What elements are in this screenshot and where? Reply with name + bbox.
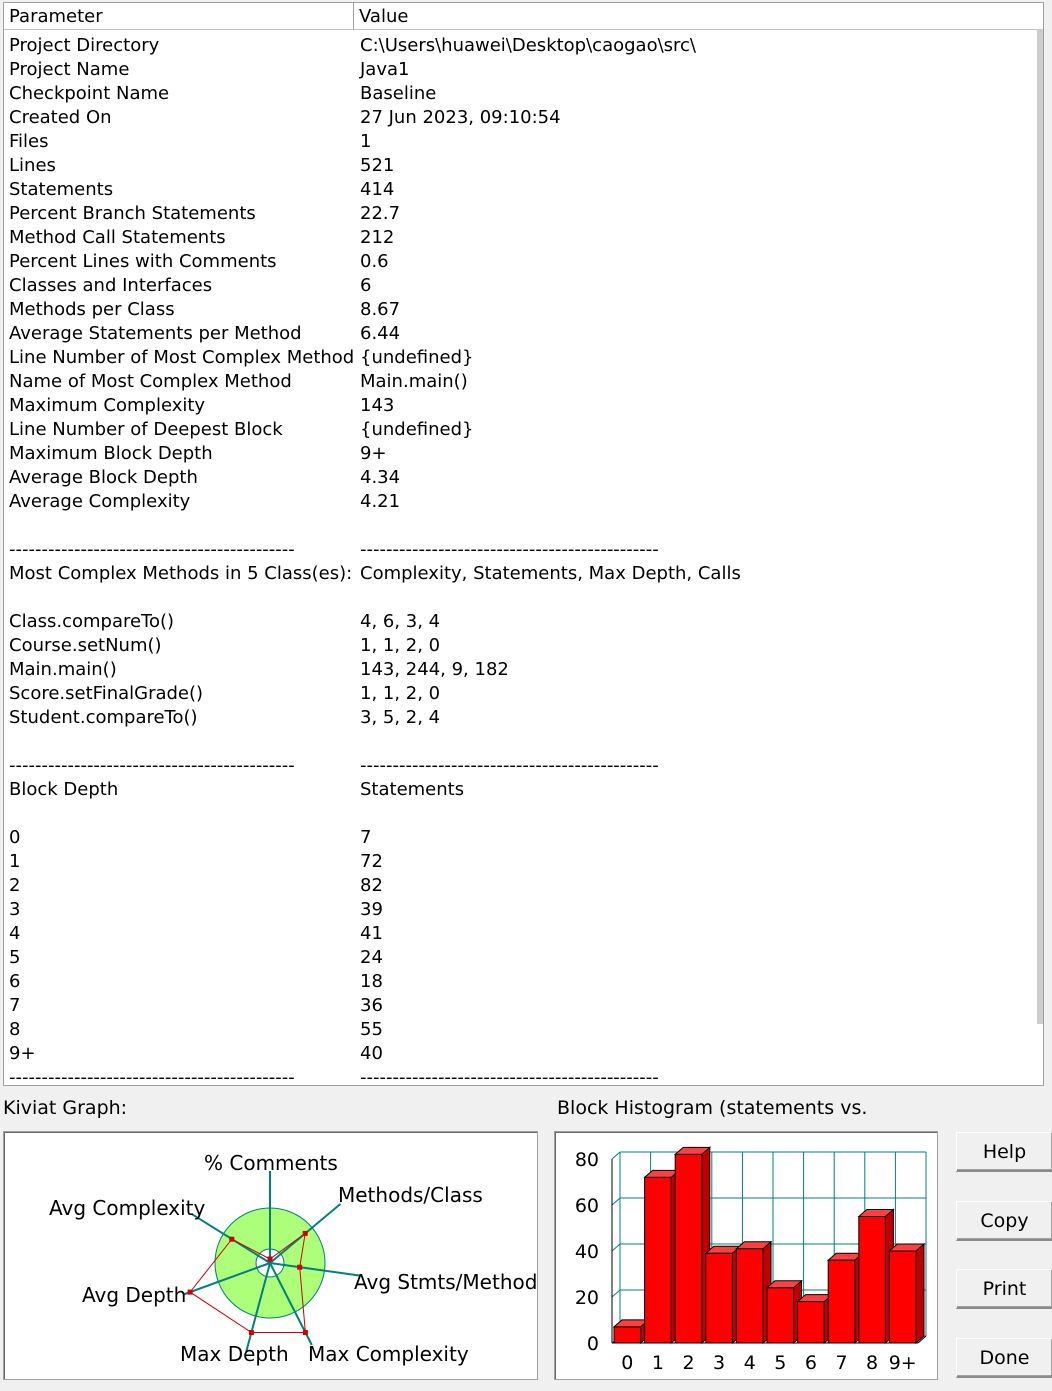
parameter-cell: Line Number of Most Complex Method: [9, 347, 354, 368]
value-cell: 521: [360, 155, 395, 176]
value-cell: [354, 514, 1043, 538]
kiviat-axis-label: Avg Depth: [82, 1283, 187, 1307]
value-cell: Complexity, Statements, Max Depth, Calls: [360, 563, 741, 584]
value-cell: Statements: [360, 779, 465, 800]
value-cell: 41: [360, 923, 383, 944]
table-row[interactable]: [4, 898, 1043, 922]
table-row[interactable]: [4, 850, 1043, 874]
done-button[interactable]: Done: [956, 1338, 1052, 1378]
parameter-cell: Maximum Block Depth: [9, 443, 213, 464]
kiviat-point: [249, 1330, 254, 1335]
parameter-cell: Course.setNum(): [9, 635, 162, 656]
parameter-cell: 3: [9, 899, 21, 920]
vertical-scrollbar[interactable]: [1037, 29, 1044, 1024]
parameter-cell: --------------------------------------------: [9, 539, 295, 560]
parameter-cell: Maximum Complexity: [9, 395, 206, 416]
value-cell: 4, 6, 3, 4: [360, 611, 441, 632]
table-row[interactable]: [4, 1042, 1043, 1066]
parameter-cell: Statements: [9, 179, 114, 200]
histogram-x-tick-label: 9+: [888, 1352, 917, 1374]
value-cell: 4.21: [360, 491, 401, 512]
value-cell: 1, 1, 2, 0: [360, 635, 441, 656]
table-row[interactable]: [4, 274, 1043, 298]
parameter-cell: Project Name: [9, 59, 130, 80]
kiviat-axis-label: Avg Complexity: [49, 1196, 206, 1220]
parameter-cell: 0: [9, 827, 21, 848]
histogram-x-tick-label: 6: [804, 1352, 817, 1374]
kiviat-graph-panel: [3, 1131, 538, 1380]
value-cell: {undefined}: [360, 419, 474, 440]
table-row[interactable]: [4, 34, 1043, 58]
table-row[interactable]: [4, 970, 1043, 994]
table-row[interactable]: [4, 154, 1043, 178]
histogram-gridline: [612, 1244, 620, 1251]
kiviat-graph: [4, 1132, 537, 1379]
parameter-cell: --------------------------------------------: [9, 755, 295, 776]
table-row[interactable]: [4, 346, 1043, 370]
parameter-cell: 7: [9, 995, 21, 1016]
kiviat-point: [297, 1265, 302, 1270]
value-cell: [354, 802, 1043, 826]
histogram-y-tick-label: 40: [574, 1241, 599, 1263]
histogram-x-tick-label: 2: [682, 1352, 695, 1374]
value-cell: 55: [360, 1019, 383, 1040]
column-header-value[interactable]: Value: [359, 6, 409, 27]
value-cell: ----------------------------------------------: [360, 1067, 659, 1086]
value-cell: 6.44: [360, 323, 401, 344]
block-histogram-label: Block Histogram (statements vs.: [557, 1097, 868, 1119]
table-row[interactable]: [4, 106, 1043, 130]
parameter-cell: Average Statements per Method: [9, 323, 302, 344]
histogram-bar: [859, 1210, 894, 1344]
parameter-cell: Average Complexity: [9, 491, 191, 512]
value-cell: 143, 244, 9, 182: [360, 659, 509, 680]
value-cell: Baseline: [360, 83, 437, 104]
table-row[interactable]: [4, 778, 1043, 802]
histogram-bar: [645, 1170, 680, 1343]
parameter-cell: Lines: [9, 155, 56, 176]
value-cell: 4.34: [360, 467, 401, 488]
parameter-cell: Percent Branch Statements: [9, 203, 256, 224]
table-row[interactable]: [4, 370, 1043, 394]
histogram-bar: [828, 1253, 863, 1343]
copy-button[interactable]: Copy: [956, 1201, 1052, 1241]
metrics-table[interactable]: [3, 2, 1044, 1086]
kiviat-axis-label: Max Complexity: [308, 1342, 469, 1366]
table-row[interactable]: [4, 394, 1043, 418]
table-row[interactable]: [4, 1018, 1043, 1042]
value-cell: 24: [360, 947, 383, 968]
table-row[interactable]: [4, 634, 1043, 658]
parameter-cell: Method Call Statements: [9, 227, 226, 248]
value-cell: 82: [360, 875, 383, 896]
table-row[interactable]: [4, 682, 1043, 706]
histogram-bar: [798, 1295, 833, 1343]
table-row[interactable]: [4, 226, 1043, 250]
table-row[interactable]: [4, 298, 1043, 322]
table-row[interactable]: [4, 922, 1043, 946]
table-row[interactable]: [4, 826, 1043, 850]
histogram-bar: [767, 1281, 802, 1343]
parameter-cell: 6: [9, 971, 21, 992]
parameter-cell: Average Block Depth: [9, 467, 198, 488]
value-cell: 143: [360, 395, 395, 416]
table-row[interactable]: [4, 58, 1043, 82]
parameter-cell: 1: [9, 851, 21, 872]
histogram-y-tick-label: 0: [586, 1333, 599, 1355]
table-row[interactable]: [4, 1066, 1043, 1086]
histogram-bar: [675, 1147, 710, 1343]
table-row[interactable]: [4, 250, 1043, 274]
table-row[interactable]: [4, 130, 1043, 154]
kiviat-point: [303, 1330, 308, 1335]
table-row[interactable]: [4, 754, 1043, 778]
parameter-cell: Most Complex Methods in 5 Class(es):: [9, 563, 353, 584]
table-row[interactable]: [4, 514, 1043, 538]
histogram-y-tick-label: 20: [574, 1287, 599, 1309]
parameter-cell: [4, 802, 354, 826]
value-cell: 72: [360, 851, 383, 872]
parameter-cell: Name of Most Complex Method: [9, 371, 292, 392]
value-cell: ----------------------------------------------: [360, 539, 659, 560]
value-cell: 1: [360, 131, 372, 152]
block-histogram-chart: [555, 1132, 937, 1379]
value-cell: 212: [360, 227, 395, 248]
block-histogram-panel: [554, 1131, 938, 1380]
histogram-bar: [614, 1320, 649, 1343]
table-row[interactable]: [4, 706, 1043, 730]
table-row[interactable]: [4, 994, 1043, 1018]
value-cell: 6: [360, 275, 372, 296]
table-row[interactable]: [4, 802, 1043, 826]
value-cell: [354, 730, 1043, 754]
value-cell: 3, 5, 2, 4: [360, 707, 441, 728]
value-cell: ----------------------------------------------: [360, 755, 659, 776]
print-button[interactable]: Print: [956, 1269, 1052, 1309]
parameter-cell: Student.compareTo(): [9, 707, 198, 728]
histogram-x-tick-label: 7: [835, 1352, 848, 1374]
table-row[interactable]: [4, 178, 1043, 202]
kiviat-axis-label: Methods/Class: [338, 1183, 483, 1207]
parameter-cell: Percent Lines with Comments: [9, 251, 277, 272]
histogram-y-tick-label: 60: [574, 1195, 599, 1217]
table-body: [4, 30, 1043, 1086]
value-cell: 40: [360, 1043, 383, 1064]
kiviat-axis-label: Max Depth: [180, 1342, 289, 1366]
table-row[interactable]: [4, 82, 1043, 106]
column-header-parameter[interactable]: Parameter: [4, 3, 354, 29]
kiviat-axis-label: % Comments: [204, 1151, 338, 1175]
kiviat-graph-label: Kiviat Graph:: [3, 1097, 128, 1119]
parameter-cell: Files: [9, 131, 49, 152]
value-cell: 414: [360, 179, 395, 200]
value-cell: 39: [360, 899, 383, 920]
value-cell: C:\Users\huawei\Desktop\caogao\src\: [360, 35, 696, 56]
value-cell: 0.6: [360, 251, 389, 272]
histogram-bar: [736, 1242, 771, 1343]
table-header: [4, 3, 1043, 30]
kiviat-point: [268, 1257, 273, 1262]
kiviat-point: [188, 1290, 193, 1295]
value-cell: 36: [360, 995, 383, 1016]
histogram-y-tick-label: 80: [574, 1149, 599, 1171]
value-cell: {undefined}: [360, 347, 474, 368]
value-cell: 1, 1, 2, 0: [360, 683, 441, 704]
parameter-cell: Score.setFinalGrade(): [9, 683, 204, 704]
table-row[interactable]: [4, 418, 1043, 442]
histogram-x-tick-label: 8: [866, 1352, 879, 1374]
value-cell: Main.main(): [360, 371, 468, 392]
table-row[interactable]: [4, 466, 1043, 490]
histogram-x-tick-label: 5: [774, 1352, 787, 1374]
table-row[interactable]: [4, 562, 1043, 586]
histogram-gridline: [612, 1290, 620, 1297]
parameter-cell: [4, 514, 354, 538]
parameter-cell: Checkpoint Name: [9, 83, 170, 104]
histogram-x-tick-label: 4: [743, 1352, 756, 1374]
parameter-cell: Line Number of Deepest Block: [9, 419, 283, 440]
parameter-cell: Methods per Class: [9, 299, 175, 320]
parameter-cell: [4, 586, 354, 610]
table-row[interactable]: [4, 442, 1043, 466]
parameter-cell: 9+: [9, 1043, 36, 1064]
parameter-cell: 2: [9, 875, 21, 896]
table-row[interactable]: [4, 490, 1043, 514]
parameter-cell: Main.main(): [9, 659, 117, 680]
parameter-cell: Project Directory: [9, 35, 160, 56]
table-row[interactable]: [4, 322, 1043, 346]
parameter-cell: Class.compareTo(): [9, 611, 175, 632]
histogram-gridline: [612, 1152, 620, 1159]
value-cell: Java1: [360, 59, 410, 80]
value-cell: 8.67: [360, 299, 401, 320]
parameter-cell: 8: [9, 1019, 21, 1040]
parameter-cell: [4, 730, 354, 754]
parameter-cell: Classes and Interfaces: [9, 275, 213, 296]
value-cell: 7: [360, 827, 372, 848]
kiviat-axis-label: Avg Stmts/Method: [354, 1270, 537, 1294]
table-row[interactable]: [4, 730, 1043, 754]
value-cell: 9+: [360, 443, 387, 464]
table-row[interactable]: [4, 946, 1043, 970]
parameter-cell: Created On: [9, 107, 112, 128]
table-row[interactable]: [4, 538, 1043, 562]
value-cell: 27 Jun 2023, 09:10:54: [360, 107, 561, 128]
table-row[interactable]: [4, 202, 1043, 226]
parameter-cell: 4: [9, 923, 21, 944]
table-row[interactable]: [4, 658, 1043, 682]
help-button[interactable]: Help: [956, 1132, 1052, 1172]
parameter-cell: --------------------------------------------: [9, 1067, 295, 1086]
value-cell: 18: [360, 971, 383, 992]
histogram-bar: [889, 1244, 924, 1343]
histogram-gridline: [612, 1198, 620, 1205]
histogram-x-tick-label: 0: [621, 1352, 634, 1374]
kiviat-point: [303, 1231, 308, 1236]
value-cell: 22.7: [360, 203, 401, 224]
kiviat-point: [229, 1237, 234, 1242]
histogram-bar: [706, 1246, 741, 1343]
parameter-cell: Block Depth: [9, 779, 119, 800]
histogram-x-tick-label: 1: [651, 1352, 664, 1374]
table-row[interactable]: [4, 610, 1043, 634]
value-cell: [354, 586, 1043, 610]
table-row[interactable]: [4, 874, 1043, 898]
histogram-x-tick-label: 3: [713, 1352, 726, 1374]
parameter-cell: 5: [9, 947, 21, 968]
table-row[interactable]: [4, 586, 1043, 610]
